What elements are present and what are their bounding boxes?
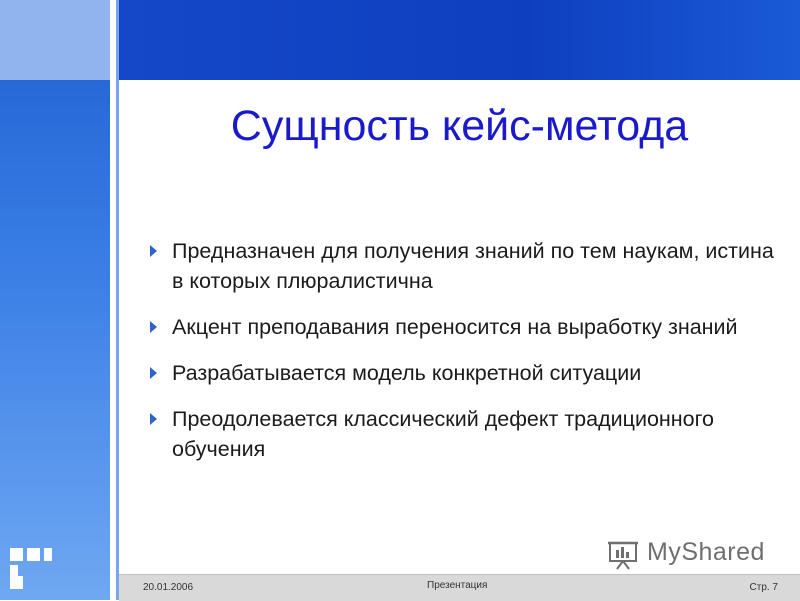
page-title: Сущность кейс-метода [230, 102, 689, 150]
list-item [148, 236, 778, 296]
list-item [148, 358, 778, 388]
sidebar-panel [0, 0, 110, 600]
sidebar-strip [116, 0, 119, 600]
bullet-text: Акцент преподавания переносится на выработку знаний [172, 315, 738, 339]
sidebar-top-block [0, 0, 110, 80]
footer-page-number: Стр. 7 [749, 582, 778, 593]
watermark [607, 538, 767, 570]
presentation-board-icon [607, 538, 641, 570]
footer-date: 20.01.2006 [143, 582, 194, 593]
bullet-arrow-icon [150, 321, 157, 333]
bullet-arrow-icon [150, 367, 157, 379]
logo-squares-icon [10, 548, 52, 590]
list-item [148, 404, 778, 464]
bullet-text: Преодолевается классический дефект традиционного обучения [172, 407, 714, 461]
header-band [119, 0, 800, 80]
bullet-text: Разрабатывается модель конкретной ситуации [172, 361, 642, 385]
footer-presentation-label: Презентация [427, 580, 488, 591]
bullet-list [148, 236, 778, 480]
list-item [148, 312, 778, 342]
bullet-text: Предназначен для получения знаний по тем наукам, истина в которых плюралистична [172, 239, 774, 293]
bullet-arrow-icon [150, 413, 157, 425]
footer-bar [119, 574, 800, 601]
bullet-arrow-icon [150, 245, 157, 257]
watermark-text: MyShared [647, 538, 765, 566]
